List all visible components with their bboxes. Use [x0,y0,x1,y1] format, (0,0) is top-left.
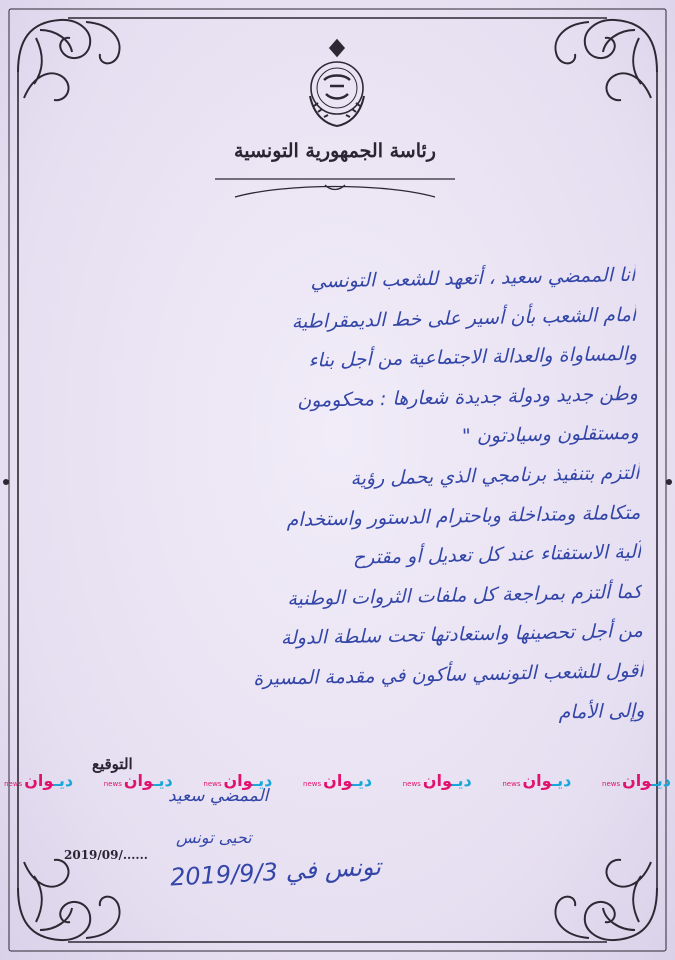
signature-motto: تحيى تونس [176,828,252,847]
pledge-line: أمام الشعب بأن أسير على خط الديمقراطية [291,303,637,333]
presidency-emblem-icon [300,36,374,132]
pledge-line: من أجل تحصينها واستعادتها تحت سلطة الدولة [280,620,644,650]
watermark-logo: ديـوان news [303,770,373,790]
header-ornament-divider [215,175,455,201]
pledge-line: وطن جديد ودولة جديدة شعارها : محكومون [297,382,639,412]
pledge-line: وإلى الأمام [558,699,645,723]
handwritten-pledge [35,256,645,744]
pledge-line: كما ألتزم بمراجعة كل ملفات الثروات الوطنية [287,580,643,610]
pledge-line: ومستقلون وسيادتون " [461,422,639,448]
pledge-line: والمساواة والعدالة الاجتماعية من أجل بناء [308,342,638,372]
watermark-logo: ديـوان news [4,770,74,790]
watermark-logo: ديـوان news [203,770,273,790]
handwritten-place-date: تونس في 2019/9/3 [169,852,382,892]
watermark-logo: ديـوان news [602,770,671,790]
pledge-line: ألتزم بتنفيذ برنامجي الذي يحمل رؤية [350,461,640,490]
watermark-logo: ديـوان news [502,770,572,790]
signatory-name: الممضي سعيد [168,786,269,806]
pledge-line: آلية الاستفتاء عند كل تعديل أو مقترح [352,540,642,569]
printed-date-field: 2019/09/...... [64,848,148,862]
watermark-logo: ديـوان news [103,770,173,790]
pledge-line: متكاملة ومتداخلة وباحترام الدستور واستخدام [286,501,641,531]
header-title: رئاسة الجمهورية التونسية [234,140,436,162]
pledge-line: أنا الممضي سعيد ، أتعهد للشعب التونسي [310,263,636,293]
signature-label: التوقيع [92,755,133,773]
watermark-logo: ديـوان news [402,770,472,790]
pledge-line: أقول للشعب التونسي سأكون في مقدمة المسيرة [252,659,644,690]
